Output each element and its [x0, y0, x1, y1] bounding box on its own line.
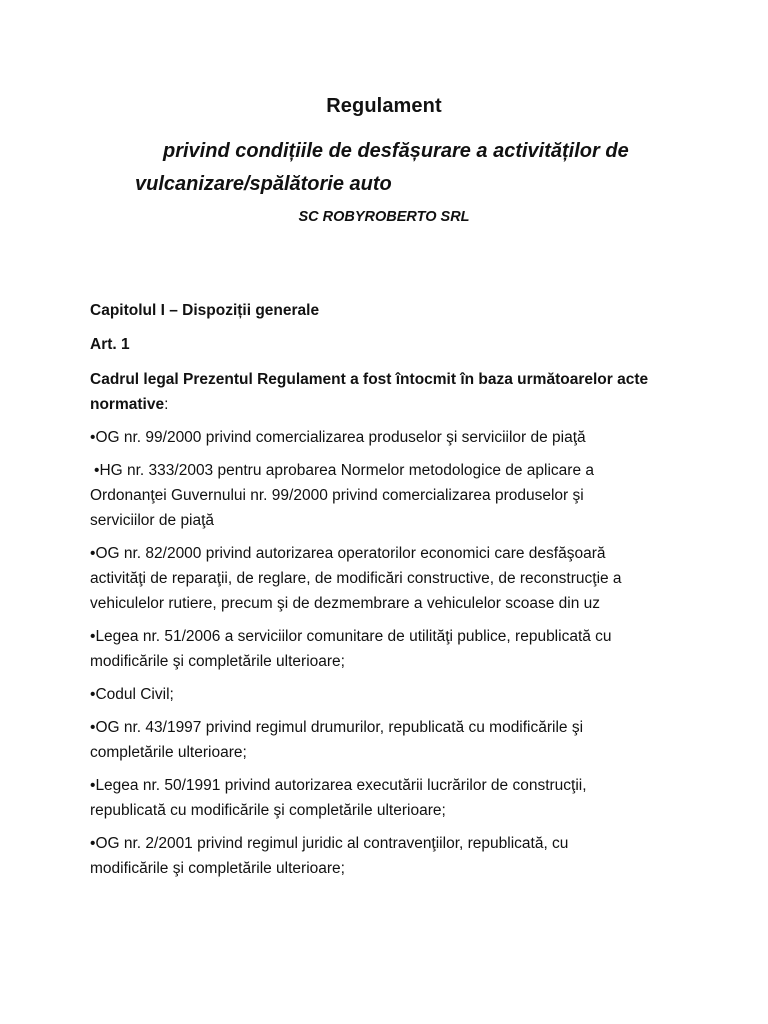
company-name: SC ROBYROBERTO SRL: [298, 209, 470, 225]
list-item-line: vehiculelor rutiere, precum şi de dezmembrare a vehiculelor scoase din uz: [90, 595, 601, 612]
bullet-icon: •: [90, 628, 96, 645]
subtitle-line-2: vulcanizare/spălătorie auto: [135, 173, 392, 195]
bullet-icon: •: [90, 777, 96, 794]
list-item: [90, 831, 680, 881]
list-item-line: modificările şi completările ulterioare;: [90, 860, 345, 877]
list-item-line: serviciilor de piaţă: [90, 512, 215, 529]
list-item-line: OG nr. 82/2000 privind autorizarea operatorilor economici care desfăşoară: [95, 545, 606, 562]
list-item: [90, 458, 684, 533]
legal-framework-intro: [90, 367, 680, 417]
subtitle-line-1: privind condițiile de desfășurare a activităților de: [163, 140, 629, 162]
list-item-line: HG nr. 333/2003 pentru aprobarea Normelor metodologice de aplicare a: [99, 462, 595, 479]
bullet-icon: •: [90, 545, 96, 562]
legal-intro-colon: :: [164, 396, 169, 413]
list-item: [90, 773, 680, 823]
document-subtitle: [135, 135, 665, 201]
bullet-icon: •: [94, 462, 100, 479]
list-item-line: activităţi de reparaţii, de reglare, de modificări constructive, de reconstrucţie a: [90, 570, 622, 587]
list-item: [90, 715, 680, 765]
list-item: [90, 541, 680, 616]
bullet-icon: •: [90, 835, 96, 852]
document-title: Regulament: [326, 95, 442, 117]
list-item-line: OG nr. 43/1997 privind regimul drumurilor, republicată cu modificările şi: [95, 719, 584, 736]
list-item-line: Legea nr. 51/2006 a serviciilor comunitare de utilităţi publice, republicată cu: [95, 628, 612, 645]
list-item-line: completările ulterioare;: [90, 744, 247, 761]
list-item-line: modificările şi completările ulterioare;: [90, 653, 345, 670]
list-item-line: OG nr. 99/2000 privind comercializarea produselor şi serviciilor de piaţă: [95, 429, 586, 446]
bullet-icon: •: [90, 719, 96, 736]
list-item: [90, 682, 680, 707]
bullet-icon: •: [90, 429, 96, 446]
legal-intro-line-1: Cadrul legal Prezentul Regulament a fost întocmit în baza următoarelor acte: [90, 371, 649, 388]
list-item-line: Legea nr. 50/1991 privind autorizarea executării lucrărilor de construcţii,: [95, 777, 587, 794]
bullet-icon: •: [90, 686, 96, 703]
article-number: Art. 1: [90, 336, 130, 353]
list-item: [90, 425, 680, 450]
chapter-heading: Capitolul I – Dispoziții generale: [90, 302, 320, 319]
list-item: [90, 624, 680, 674]
legal-intro-line-2: normative: [90, 396, 165, 413]
list-item-line: Codul Civil;: [95, 686, 174, 703]
list-item-line: republicată cu modificările şi completările ulterioare;: [90, 802, 446, 819]
list-item-line: OG nr. 2/2001 privind regimul juridic al contravenţiilor, republicată, cu: [95, 835, 569, 852]
list-item-line: Ordonanţei Guvernului nr. 99/2000 privind comercializarea produselor şi: [90, 487, 584, 504]
